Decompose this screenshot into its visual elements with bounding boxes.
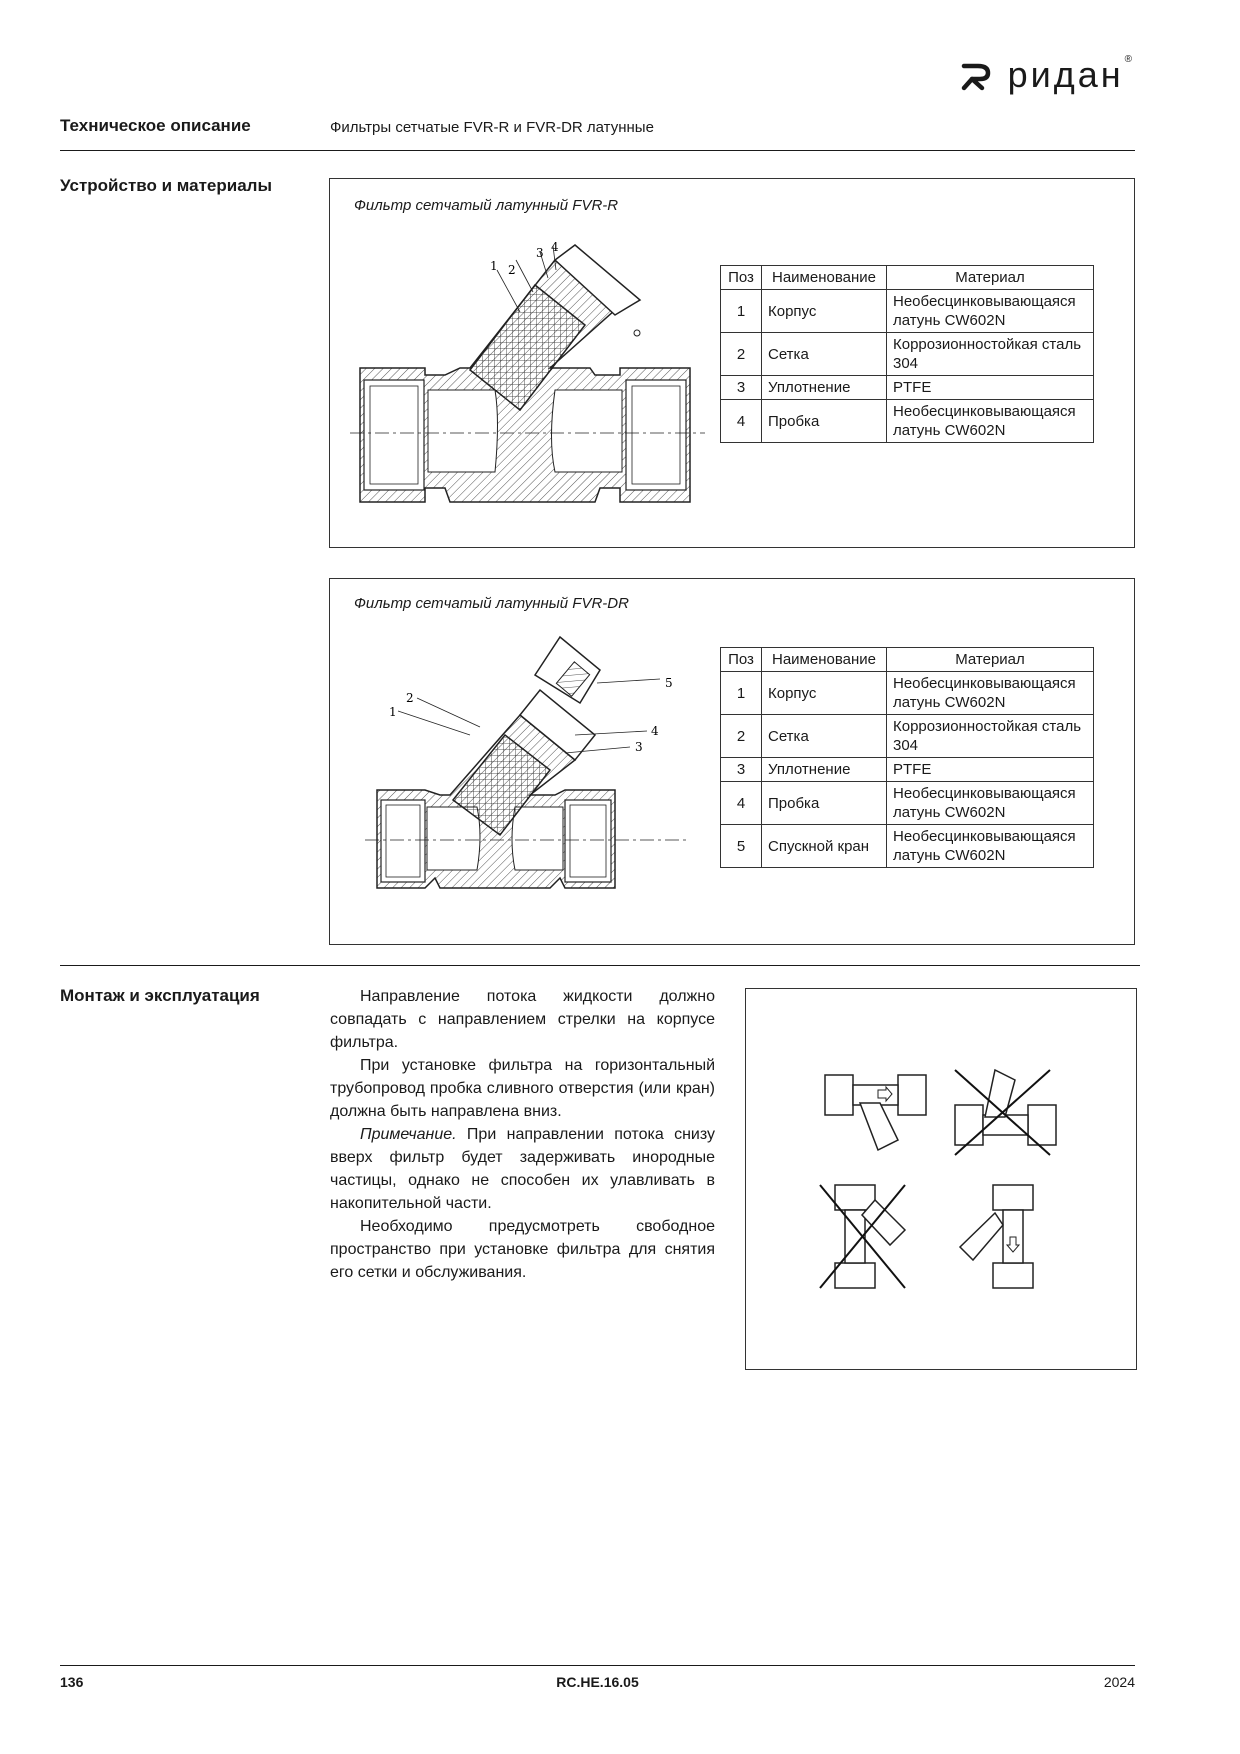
- name-cell: Корпус: [762, 290, 887, 333]
- page-number: 136: [60, 1674, 84, 1690]
- material-cell: Необесцинковывающаяся латунь CW602N: [887, 782, 1094, 825]
- table-header-row: [721, 266, 1094, 290]
- brand-name: ридан®: [1007, 54, 1135, 95]
- col-name: Наименование: [762, 266, 887, 290]
- material-cell: Необесцинковывающаяся латунь CW602N: [887, 672, 1094, 715]
- pos-cell: 3: [721, 376, 762, 400]
- table-row: [721, 825, 1094, 868]
- fvr-dr-materials-table: [720, 647, 1094, 868]
- fvr-r-materials-table: [720, 265, 1094, 443]
- table-row: [721, 782, 1094, 825]
- table-row: [721, 376, 1094, 400]
- material-cell: PTFE: [887, 758, 1094, 782]
- materials-section-title: Устройство и материалы: [60, 176, 272, 195]
- table-header-row: [721, 648, 1094, 672]
- document-year: 2024: [1103, 1674, 1135, 1690]
- fvr-dr-callout-4: 4: [651, 724, 659, 738]
- section-divider: [60, 965, 1140, 966]
- col-material: Материал: [887, 266, 1094, 290]
- name-cell: Сетка: [762, 333, 887, 376]
- pos-cell: 2: [721, 715, 762, 758]
- col-material: Материал: [887, 648, 1094, 672]
- brand-logo: [960, 54, 1135, 96]
- name-cell: Уплотнение: [762, 376, 887, 400]
- fvr-r-callout-4: 4: [551, 240, 559, 254]
- name-cell: Пробка: [762, 400, 887, 443]
- material-cell: Необесцинковывающаяся латунь CW602N: [887, 825, 1094, 868]
- install-paragraph-3: [330, 1123, 715, 1215]
- pos-cell: 2: [721, 333, 762, 376]
- name-cell: Сетка: [762, 715, 887, 758]
- material-cell: PTFE: [887, 376, 1094, 400]
- brand-reg-mark: ®: [1124, 54, 1135, 65]
- table-row: [721, 333, 1094, 376]
- material-cell: Коррозионностойкая сталь 304: [887, 715, 1094, 758]
- install-text: [330, 985, 715, 1284]
- pos-cell: 1: [721, 290, 762, 333]
- note-label: Примечание.: [360, 1126, 457, 1143]
- install-paragraph-2: При установке фильтра на горизонтальный трубопровод пробка сливного отверстия (или кран) должна быть направлена вниз.: [330, 1057, 715, 1120]
- orientation-vertical-up-not-ok: [820, 1185, 905, 1288]
- installation-orientations: [820, 1065, 1060, 1295]
- material-cell: Коррозионностойкая сталь 304: [887, 333, 1094, 376]
- table-row: [721, 290, 1094, 333]
- col-pos: Поз: [721, 266, 762, 290]
- pos-cell: 4: [721, 400, 762, 443]
- orientation-horizontal-ok: [825, 1075, 926, 1150]
- fvr-dr-callout-5: 5: [665, 676, 673, 690]
- orientation-horizontal-not-ok: [955, 1070, 1056, 1155]
- document-subtitle: Фильтры сетчатые FVR-R и FVR-DR латунные: [330, 119, 654, 136]
- fvr-dr-drawing: [365, 635, 695, 895]
- pos-cell: 4: [721, 782, 762, 825]
- table-row: [721, 758, 1094, 782]
- footer-divider: [60, 1665, 1135, 1666]
- fvr-r-callout-3: 3: [536, 246, 544, 260]
- ridan-logo-icon: [960, 60, 994, 90]
- install-section-title: Монтаж и эксплуатация: [60, 986, 260, 1005]
- table-row: [721, 400, 1094, 443]
- fvr-r-callout-1: 1: [490, 259, 498, 273]
- name-cell: Спускной кран: [762, 825, 887, 868]
- table-row: [721, 672, 1094, 715]
- name-cell: Корпус: [762, 672, 887, 715]
- col-name: Наименование: [762, 648, 887, 672]
- orientation-vertical-down-ok: [960, 1185, 1033, 1288]
- fvr-dr-callout-2: 2: [406, 691, 414, 705]
- pos-cell: 1: [721, 672, 762, 715]
- note-text: При направлении потока снизу вверх фильтр будет задерживать инородные частицы, однако не способен их улавливать в накопительной части.: [330, 1126, 715, 1212]
- material-cell: Необесцинковывающаяся латунь CW602N: [887, 290, 1094, 333]
- col-pos: Поз: [721, 648, 762, 672]
- name-cell: Уплотнение: [762, 758, 887, 782]
- fvr-dr-callout-3: 3: [635, 740, 643, 754]
- document-code: RC.HE.16.05: [556, 1674, 639, 1690]
- fvr-dr-caption: Фильтр сетчатый латунный FVR-DR: [354, 595, 629, 612]
- name-cell: Пробка: [762, 782, 887, 825]
- section-title: Техническое описание: [60, 116, 251, 135]
- install-paragraph-4: Необходимо предусмотреть свободное пространство при установке фильтра для снятия его сетки и обслуживания.: [330, 1218, 715, 1281]
- table-row: [721, 715, 1094, 758]
- fvr-r-callout-2: 2: [508, 263, 516, 277]
- fvr-r-drawing: [350, 240, 710, 515]
- install-paragraph-1: Направление потока жидкости должно совпадать с направлением стрелки на корпусе фильтра.: [330, 988, 715, 1051]
- fvr-dr-callout-1: 1: [389, 705, 397, 719]
- fvr-r-caption: Фильтр сетчатый латунный FVR-R: [354, 197, 619, 214]
- pos-cell: 3: [721, 758, 762, 782]
- material-cell: Необесцинковывающаяся латунь CW602N: [887, 400, 1094, 443]
- pos-cell: 5: [721, 825, 762, 868]
- header-divider: [60, 150, 1135, 151]
